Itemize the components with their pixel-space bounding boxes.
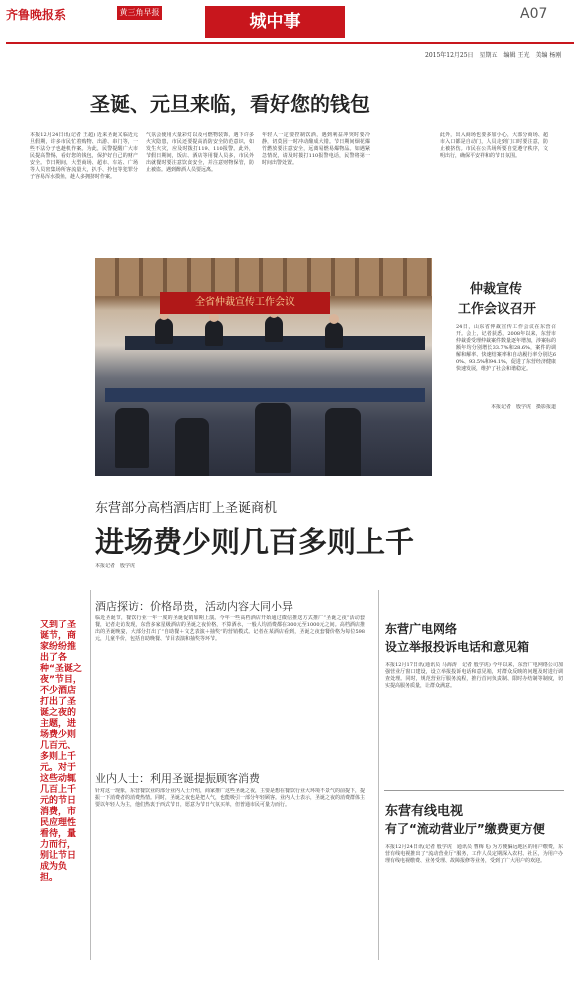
photo-person bbox=[115, 408, 149, 468]
side-headline-line1: 仲裁宣传 bbox=[470, 282, 523, 297]
main-byline: 本报记者 殷学虎 bbox=[95, 563, 136, 569]
cable-headline-line1: 东营有线电视 bbox=[385, 804, 464, 819]
broadcast-body: 本报12月17日讯(通讯员 马海涛 记者 殷学虎) 今年以来，东营广电网络公司加强营业厅窗口建设，设立举报投诉电话和意见箱，对群众反映的问题及时进行调查处理。同时，规范营业厅服务流程，推行首问负责制、限时办结制等制度，切实提高服务质量，让群众满意。 bbox=[385, 662, 563, 689]
header-rule bbox=[6, 42, 574, 44]
cable-body: 本报12月24日讯(记者 殷学虎 通讯员 曹梅飞) 为方便偏远地区的用户缴费，东营有线电视推出了“流动营业厅”服务，工作人员定期深入农村、社区，为用户办理有线电视缴费、业务受理、故障报修等业务，受到了广大用户的欢迎。 bbox=[385, 844, 563, 864]
side-headline-line2: 工作会议召开 bbox=[458, 302, 537, 317]
photo-person bbox=[325, 408, 361, 476]
dateline: 2015年12月25日 星期五 编辑 王光 美编 杨刚 bbox=[425, 52, 562, 59]
broadcast-headline-line2: 设立举报投诉电话和意见箱 bbox=[385, 640, 530, 654]
main-subhead-2: 业内人士：利用圣诞提振顾客消费 bbox=[95, 772, 260, 785]
story1-headline: 圣诞、元旦来临，看好您的钱包 bbox=[90, 92, 370, 116]
story1-col2: 气氛会使用大量彩灯以及可燃物装饰，遇下许多火灾隐患，市民还要提高消防安全防范意识，如发生火灾，应及时拨打119、110报警。此外，节假日期间，饭店、酒店等用餐人员多，市民外出就餐时要注意饮食安全，并注意财物保管，防止被盗。遇到醉酒人员要远离。 bbox=[146, 132, 254, 173]
story1-col3: 年轻人一定要控制饮酒，遇到利益冲突时要冷静，切莫因一时冲动酿成大错。节日期间烟花爆竹燃放要注意安全，远离易燃易爆物品。如遇紧急情况，请及时拨打110报警电话，民警将第一时间出警处置。 bbox=[262, 132, 370, 166]
sidebar-divider bbox=[90, 590, 91, 960]
main-subhead-1: 酒店探访：价格昂贵，活动内容大同小异 bbox=[95, 600, 293, 613]
column-divider bbox=[378, 590, 379, 960]
story-divider bbox=[384, 790, 564, 791]
side-byline: 本报记者 殷学虎 摄影报道 bbox=[490, 404, 556, 410]
cable-headline-line2: 有了“流动营业厅”缴费更方便 bbox=[385, 822, 545, 836]
photo-person bbox=[155, 318, 173, 344]
photo-banner: 全省仲裁宣传工作会议 bbox=[160, 292, 330, 314]
photo-person bbox=[175, 418, 209, 476]
story1-col1: 本报12月24日讯(记者 王超) 近来圣诞又临近元旦假期，许多市民忙着购物、出游、串门等，一些不法分子也趁机作案。为此，民警提醒广大市民提高警惕，看好您的钱包，保护好自己的财产安全。节日期间，大型商场、超市、车站、广场等人员密集场所客流量大，扒手、拎包等犯罪分子容易浑水摸鱼，趁人多拥挤时作案。 bbox=[30, 132, 138, 180]
main-body-1: 临近圣诞节，餐饮行业一年一度的圣诞促销如期上演。今年一些高档酒店开始通过微信推送方式推广“圣诞之夜”活动套餐，记者走访发现，东营多家星级酒店的圣诞之夜价格，不算酒水，一般人均消费都在300元至1000元之间。高档酒店推出的圣诞晚宴，大部分打出了“自助餐＋文艺表演＋抽奖”的营销模式。记者在某酒店看到，圣诞之夜套餐价格为每位598元，儿童半价，包括自助晚餐、节目表演和抽奖等环节。 bbox=[95, 615, 365, 642]
page-number: A07 bbox=[520, 6, 548, 22]
main-sidebar: 又到了圣诞节，商家纷纷推出了各种“圣诞之夜”节目，不少酒店打出了圣诞之夜的主题，进场费少则几百元、多则上千元。对于这些动辄几百上千元的节日消费，市民应理性看待，量力而行，别让节日成为负担。 bbox=[40, 620, 82, 883]
edition-tag: 黄三角早报 bbox=[117, 6, 162, 20]
photo-person bbox=[265, 316, 283, 342]
side-body: 24日，山东省仲裁宣传工作会议在东营召开。会上，记者获悉，2008年以来，东营市仲裁委受理仲裁案件数量逐年增加，涉案标的额年均分别增长33.7%和28.6%，案件的调解和解率、快速结案率和自动履行率分别达60%、93.5%和94.1%，促进了东营经济健康快速发展，维护了社会和谐稳定。 bbox=[456, 324, 556, 372]
main-headline: 进场费少则几百多则上千 bbox=[95, 525, 415, 559]
story1-col4: 此外，出入商场也要多加小心，大部分商场、超市入口都是自动门，人员走到门口时要注意，防止被挤伤。市民在公共场所要自觉遵守秩序，文明出行，确保平安祥和的节日氛围。 bbox=[440, 132, 548, 159]
photo-head bbox=[329, 314, 339, 324]
meeting-photo bbox=[95, 258, 432, 476]
photo-person bbox=[255, 403, 291, 473]
main-body-2: 针对这一现象，东营餐饮业的部分业内人士介绍，商家推广这些圣诞之夜，主要是想在餐饮行业大环境不景气的前提下，提振一下消费者的消费热情。同时，圣诞之夜也是把人气，也能吸引一部分年轻顾客。业内人士表示，圣诞之夜的消费群体主要以年轻人为主，他们热衷于西式节日，愿意为节日气氛买单，但普通市民可量力而行。 bbox=[95, 788, 365, 808]
main-kicker: 东营部分高档酒店盯上圣诞商机 bbox=[95, 501, 278, 516]
photo-person bbox=[325, 322, 343, 348]
section-title: 城中事 bbox=[205, 6, 345, 38]
photo-table-front bbox=[105, 388, 425, 402]
photo-person bbox=[205, 320, 223, 346]
photo-backdrop bbox=[95, 258, 432, 296]
broadcast-headline-line1: 东营广电网络 bbox=[385, 622, 458, 636]
newspaper-logo: 齐鲁晚报系 bbox=[6, 8, 67, 22]
